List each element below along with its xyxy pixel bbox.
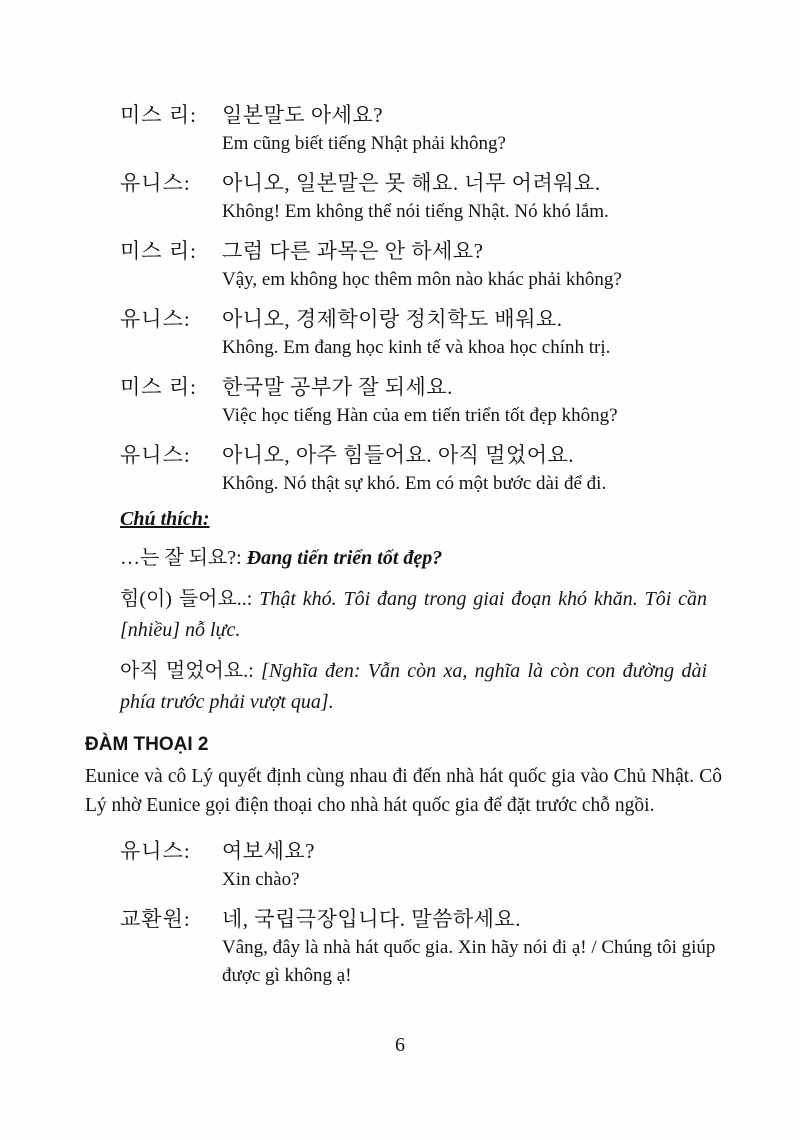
korean-text: 아니오, 일본말은 못 해요. 너무 어려워요. <box>222 171 601 195</box>
korean-text: 일본말도 아세요? <box>222 103 384 127</box>
note-item <box>120 584 707 646</box>
korean-text: 여보세요? <box>222 839 315 863</box>
dialogue-2 <box>120 836 722 990</box>
korean-text: 아니오, 아주 힘들어요. 아직 멀었어요. <box>222 443 575 467</box>
note-korean: 힘(이) 들어요..: <box>120 588 253 610</box>
vietnamese-text: Em cũng biết tiếng Nhật phải không? <box>222 133 506 154</box>
korean-text: 아니오, 경제학이랑 정치학도 배워요. <box>222 307 563 331</box>
dialogue-line <box>120 168 722 226</box>
speaker-label: 유니스: <box>120 307 191 331</box>
dialogue-line <box>120 236 722 294</box>
vietnamese-text: Vâng, đây là nhà hát quốc gia. Xin hãy nói đi ạ! / Chúng tôi giúp được gì không ạ! <box>222 937 716 986</box>
vietnamese-text: Xin chào? <box>222 869 300 890</box>
vietnamese-text: Không! Em không thể nói tiếng Nhật. Nó khó lắm. <box>222 201 609 222</box>
note-item <box>120 656 707 718</box>
speaker-label: 유니스: <box>120 839 191 863</box>
speaker-label: 유니스: <box>120 171 191 195</box>
dialogue-line <box>120 304 722 362</box>
speaker-label: 교환원: <box>120 907 191 931</box>
dialogue-line <box>120 836 722 894</box>
section-heading: ĐÀM THOẠI 2 <box>85 734 209 755</box>
intro-paragraph: Eunice và cô Lý quyết định cùng nhau đi đến nhà hát quốc gia vào Chủ Nhật. Cô Lý nhờ Eunice gọi điện thoại cho nhà hát quốc gia để đặt trước chỗ ngồi. <box>85 766 722 816</box>
dialogue-line <box>120 440 722 498</box>
korean-text: 그럼 다른 과목은 안 하세요? <box>222 239 484 263</box>
vietnamese-text: Việc học tiếng Hàn của em tiến triển tốt đẹp không? <box>222 405 618 426</box>
korean-text: 한국말 공부가 잘 되세요. <box>222 375 453 399</box>
dialogue-line <box>120 372 722 430</box>
speaker-label: 미스 리: <box>120 103 197 127</box>
notes-section <box>120 508 707 718</box>
vietnamese-text: Vậy, em không học thêm môn nào khác phải không? <box>222 269 622 290</box>
dialogue-line <box>120 100 722 158</box>
notes-title: Chú thích: <box>120 508 210 530</box>
note-vietnamese: [Nghĩa đen: Vẫn còn xa, nghĩa là còn con đường dài phía trước phải vượt qua]. <box>120 660 708 713</box>
page-number: 6 <box>395 1034 405 1056</box>
note-korean: 아직 멀었어요.: <box>120 660 254 682</box>
note-vietnamese: Thật khó. Tôi đang trong giai đoạn khó khăn. Tôi cần [nhiều] nỗ lực. <box>120 588 708 641</box>
korean-text: 네, 국립극장입니다. 말씀하세요. <box>222 907 521 931</box>
speaker-label: 유니스: <box>120 443 191 467</box>
note-vietnamese: Đang tiến triển tốt đẹp? <box>246 547 443 569</box>
dialogue-1 <box>120 100 722 498</box>
speaker-label: 미스 리: <box>120 239 197 263</box>
vietnamese-text: Không. Em đang học kinh tế và khoa học chính trị. <box>222 337 611 358</box>
speaker-label: 미스 리: <box>120 375 197 399</box>
note-item <box>120 543 707 574</box>
note-korean: …는 잘 되요?: <box>120 547 242 569</box>
dialogue-line <box>120 904 722 990</box>
vietnamese-text: Không. Nó thật sự khó. Em có một bước dài để đi. <box>222 473 607 494</box>
